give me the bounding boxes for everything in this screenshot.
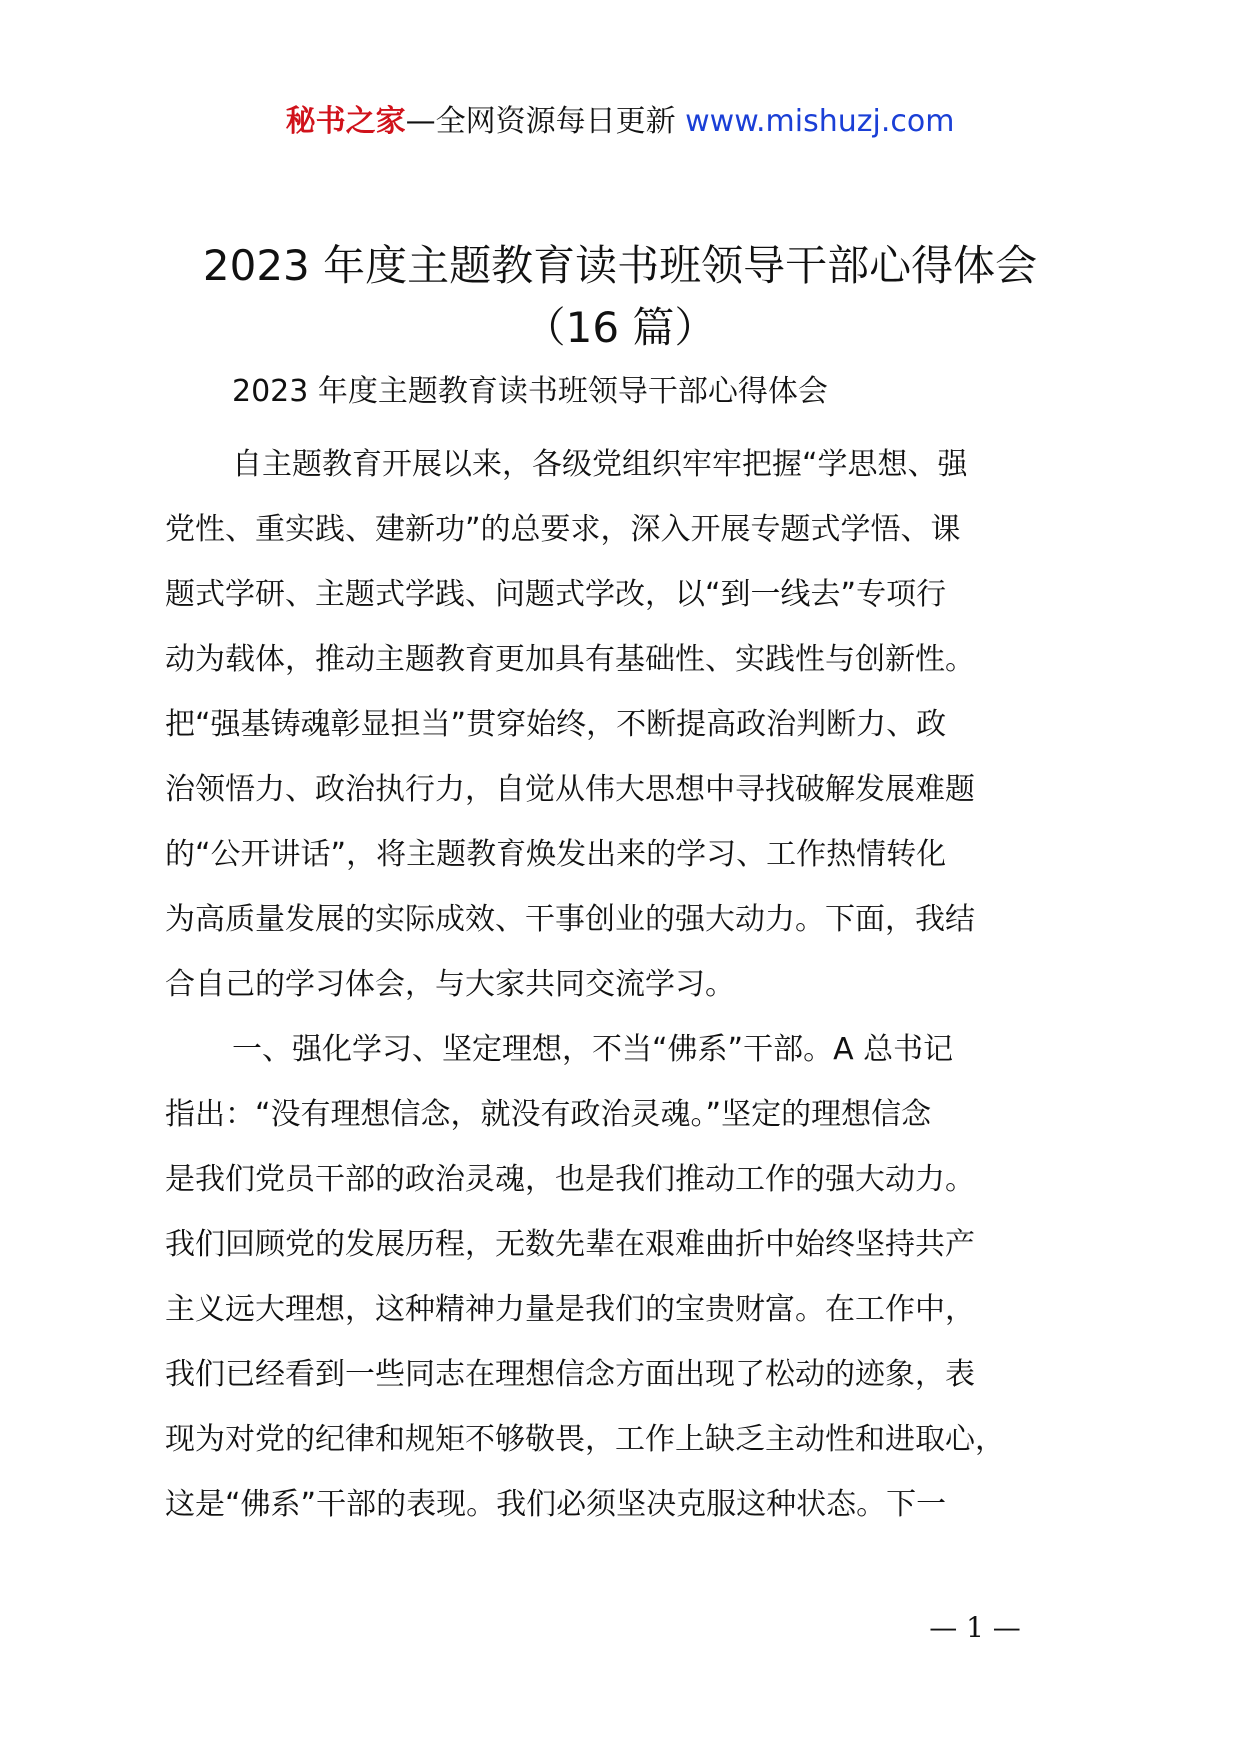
body-text [165,432,1085,1537]
document-title [0,235,1240,359]
paragraph-2-line: 一、强化学习、坚定理想，不当“佛系”干部。A 总书记 [232,1032,954,1067]
site-header [0,102,1240,142]
paragraph-1-line: 自主题教育开展以来，各级党组织牢牢把握“学思想、强 [232,447,968,482]
header-slogan: —全网资源每日更新 [405,104,676,139]
paragraph-1-line: 动为载体，推动主题教育更加具有基础性、实践性与创新性。 [165,642,975,677]
paragraph-2-line: 我们已经看到一些同志在理想信念方面出现了松动的迹象，表 [165,1357,975,1392]
page-number: — 1 — [929,1611,1021,1644]
paragraph-1-line: 党性、重实践、建新功”的总要求，深入开展专题式学悟、课 [165,512,961,547]
paragraph-1-line: 的“公开讲话”，将主题教育焕发出来的学习、工作热情转化 [165,837,947,872]
paragraph-2-line: 是我们党员干部的政治灵魂，也是我们推动工作的强大动力。 [165,1162,975,1197]
paragraph-1-line: 把“强基铸魂彰显担当”贯穿始终，不断提高政治判断力、政 [165,707,947,742]
paragraph-1-line: 治领悟力、政治执行力，自觉从伟大思想中寻找破解发展难题 [165,772,975,807]
paragraph-1-line: 合自己的学习体会，与大家共同交流学习。 [165,967,735,1002]
website-link[interactable]: www.mishuzj.com [685,104,955,139]
paragraph-2-line: 主义远大理想，这种精神力量是我们的宝贵财富。在工作中， [165,1292,975,1327]
paragraph-2-line: 我们回顾党的发展历程，无数先辈在艰难曲折中始终坚持共产 [165,1227,975,1262]
paragraph-2-line: 这是“佛系”干部的表现。我们必须坚决克服这种状态。下一 [165,1487,947,1522]
paragraph-1-line: 题式学研、主题式学践、问题式学改，以“到一线去”专项行 [165,577,947,612]
title-line-1: 2023 年度主题教育读书班领导干部心得体会 [202,241,1038,290]
paragraph-2-line: 现为对党的纪律和规矩不够敬畏，工作上缺乏主动性和进取心， [165,1422,1005,1457]
title-line-2: （16 篇） [523,303,717,352]
paragraph-1-line: 为高质量发展的实际成效、干事创业的强大动力。下面，我结 [165,902,975,937]
paragraph-2-line: 指出：“没有理想信念，就没有政治灵魂。”坚定的理想信念 [165,1097,932,1132]
document-subtitle: 2023 年度主题教育读书班领导干部心得体会 [232,374,828,409]
brand-name: 秘书之家 [285,104,406,139]
